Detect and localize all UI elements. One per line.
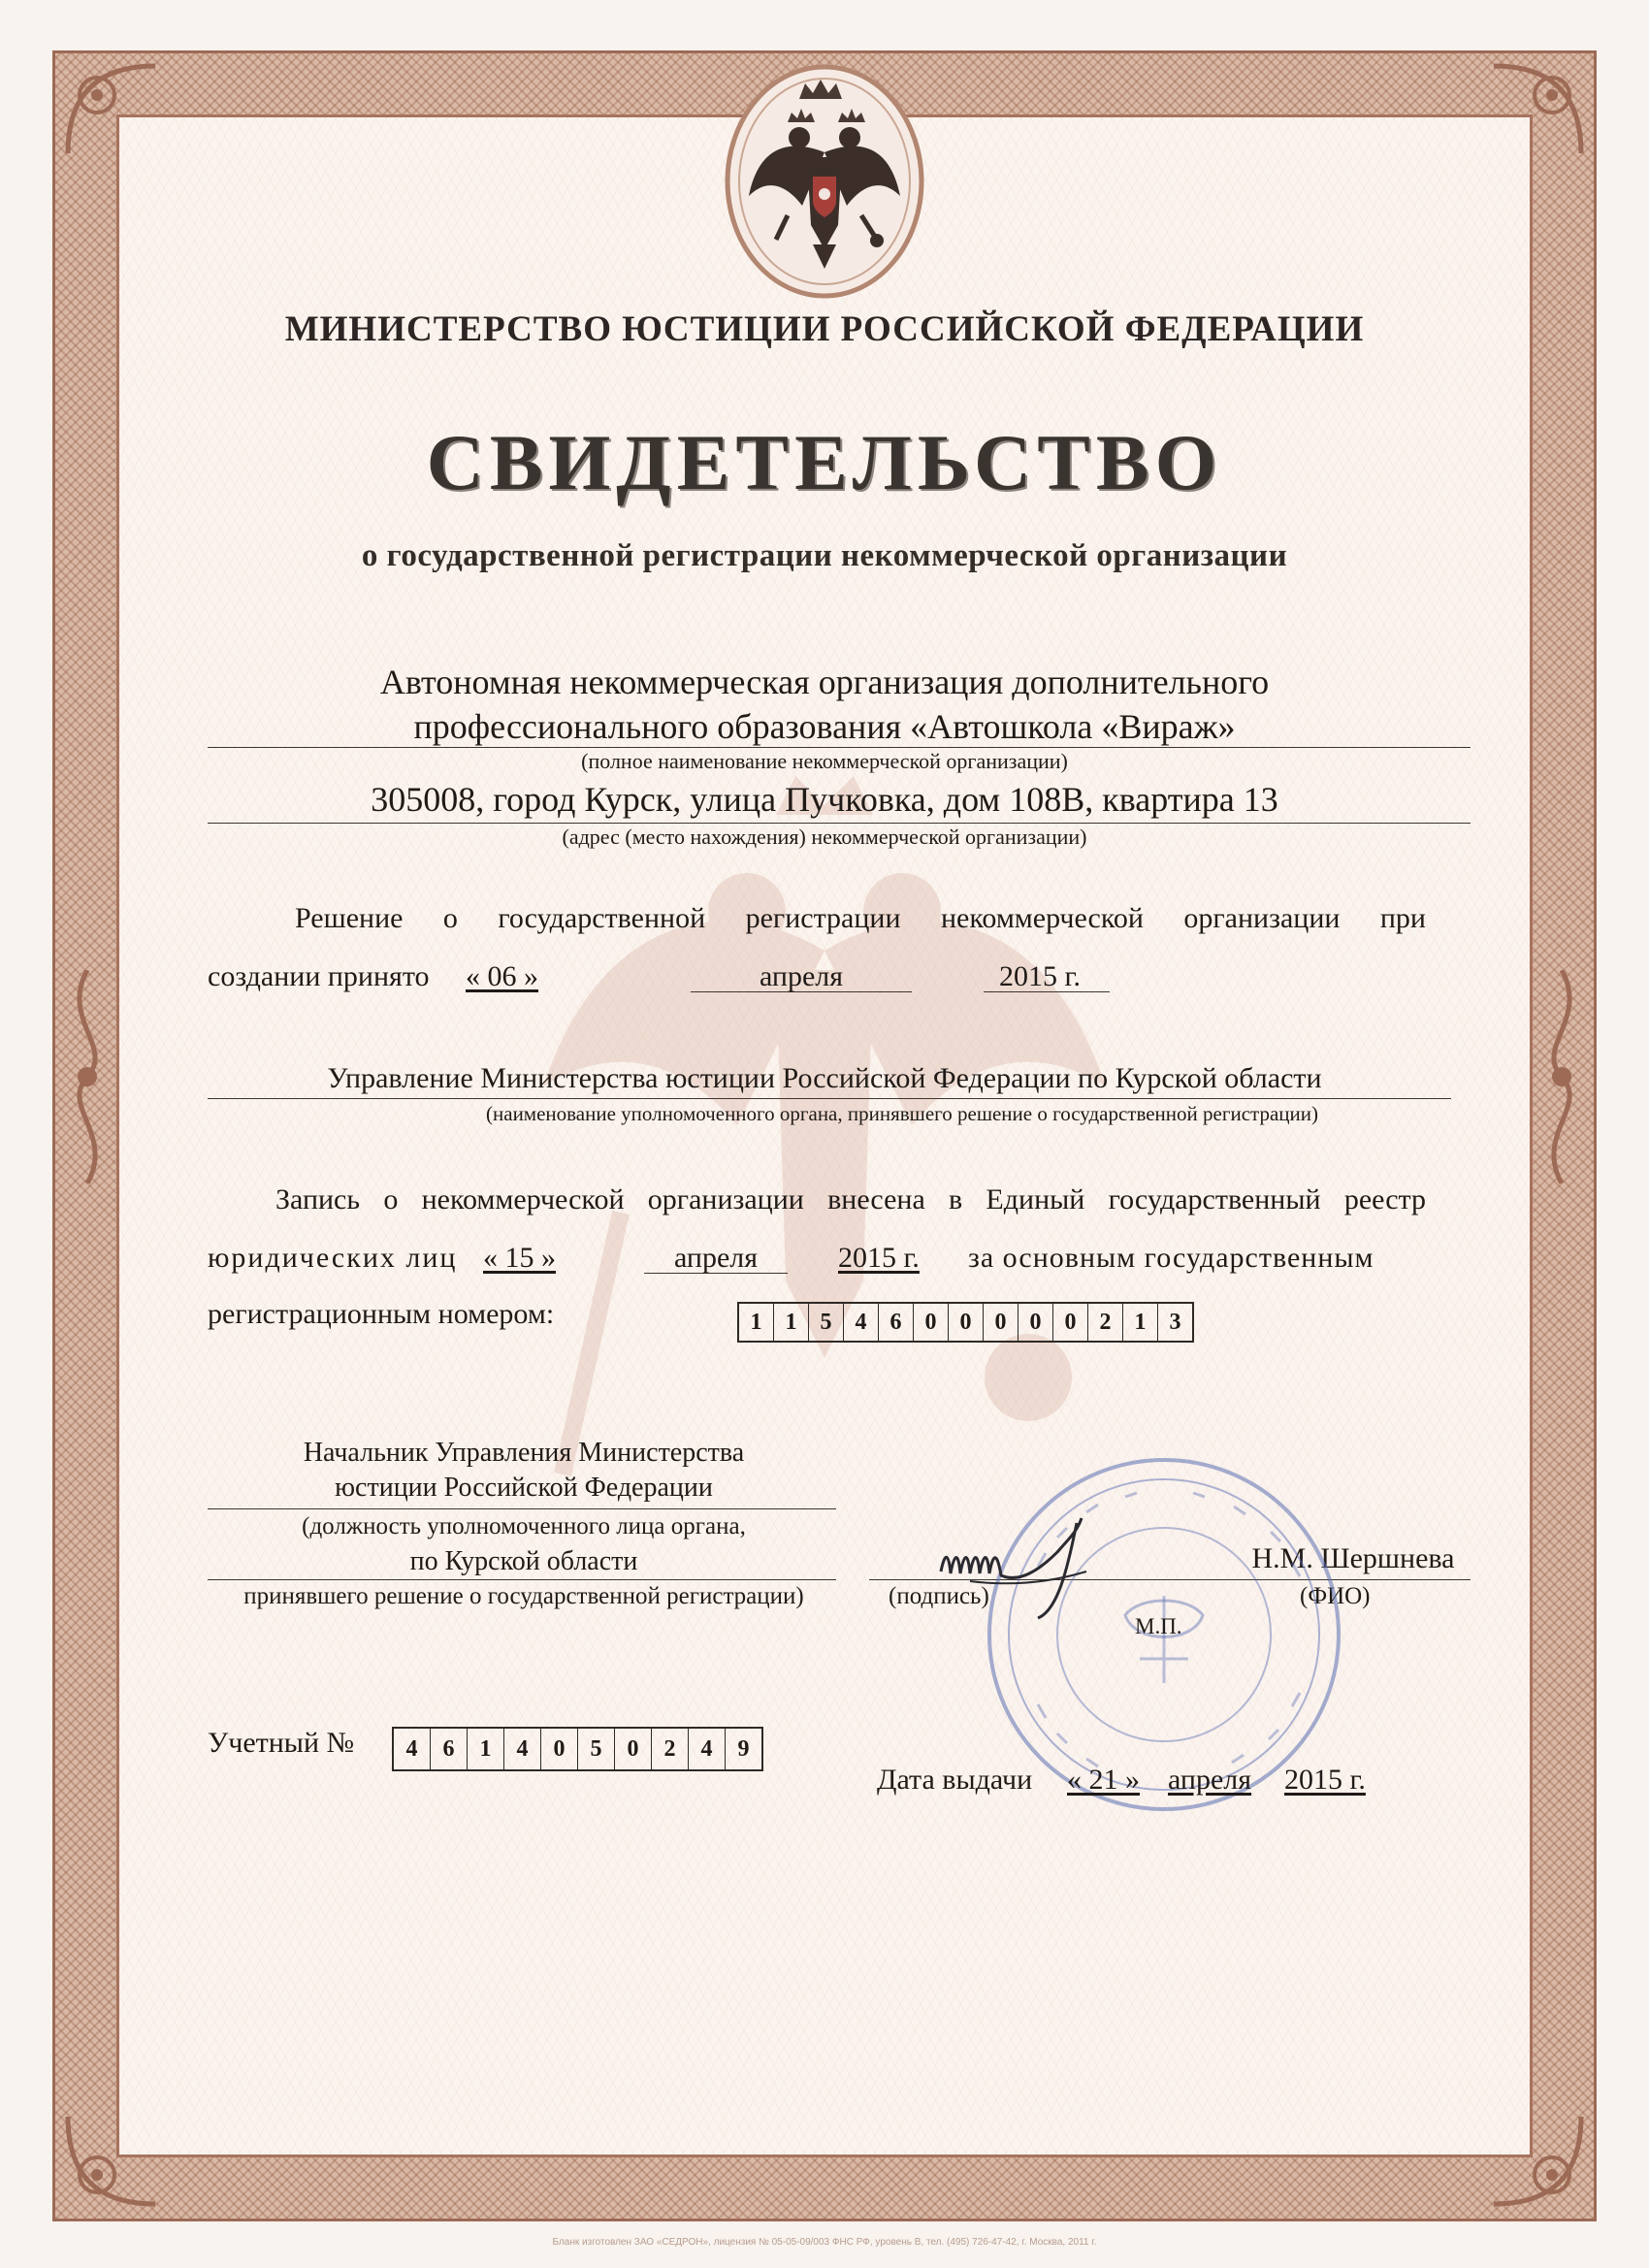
ogrn-digit: 2: [1088, 1304, 1123, 1341]
corner-ornament-icon: [1484, 56, 1591, 163]
registry-day: « 15 »: [483, 1242, 556, 1274]
issue-day: « 21 »: [1067, 1764, 1140, 1796]
corner-ornament-icon: [1484, 2107, 1591, 2214]
ogrn-digit: 0: [1053, 1304, 1088, 1341]
organization-name-caption: (полное наименование некоммерческой организации): [581, 749, 1068, 773]
authority-caption: (наименование уполномоченного органа, принявшего решение о государственной регистрации): [486, 1102, 1318, 1125]
registry-prefix: юридических лиц: [208, 1242, 458, 1274]
decision-prefix: создании принято: [208, 960, 430, 992]
ogrn-digit: 1: [1123, 1304, 1158, 1341]
signatory-position-caption2: принявшего решение о государственной регистрации): [243, 1583, 804, 1609]
signatory-position-caption1: (должность уполномоченного лица органа,: [302, 1513, 746, 1539]
divider: [208, 747, 1471, 748]
organization-address-caption: (адрес (место нахождения) некоммерческой организации): [562, 825, 1087, 849]
signatory-position-line3: по Курской области: [409, 1546, 638, 1576]
authority-name: Управление Министерства юстиции Российской Федерации по Курской области: [327, 1062, 1322, 1094]
account-digit: 5: [578, 1729, 615, 1769]
decision-day: « 06 »: [466, 960, 538, 992]
divider: [208, 1508, 836, 1509]
account-digit: 9: [737, 1735, 750, 1762]
ogrn-digit: 0: [914, 1304, 949, 1341]
ogrn-digit: 0: [1018, 1304, 1053, 1341]
ogrn-digit: 1: [774, 1304, 809, 1341]
ministry-heading: МИНИСТЕРСТВО ЮСТИЦИИ РОССИЙСКОЙ ФЕДЕРАЦИИ: [284, 309, 1365, 349]
divider: [208, 1098, 1451, 1099]
account-digit: 6: [431, 1729, 468, 1769]
ogrn-digit: 4: [844, 1304, 879, 1341]
watermark-eagle-icon: [485, 776, 1164, 1552]
ogrn-digit: 1: [739, 1304, 774, 1341]
registry-number-label: регистрационным номером:: [208, 1298, 555, 1330]
seal-label: М.П.: [1135, 1614, 1182, 1638]
signature-caption: (подпись): [889, 1583, 989, 1609]
certificate-subtitle: о государственной регистрации некоммерческой организации: [361, 538, 1288, 573]
signatory-name: Н.М. Шершнева: [1251, 1542, 1455, 1574]
account-label: Учетный №: [208, 1727, 355, 1759]
handwritten-signature-icon: [931, 1513, 1125, 1620]
registry-text-line1: Запись о некоммерческой организации внесена в Единый государственный реестр: [275, 1183, 1426, 1215]
ogrn-digit: 5: [809, 1304, 844, 1341]
ogrn-digit: 3: [1169, 1309, 1181, 1335]
coat-of-arms-icon: [720, 60, 929, 303]
account-digit: 4: [689, 1729, 726, 1769]
account-digit: 2: [652, 1729, 689, 1769]
account-number-boxes: [392, 1727, 763, 1771]
divider: [208, 1579, 836, 1580]
signatory-name-caption: (ФИО): [1300, 1583, 1371, 1609]
ogrn-digit: 0: [984, 1304, 1018, 1341]
signatory-position-line2: юстиции Российской Федерации: [335, 1473, 713, 1503]
ogrn-digit: 6: [879, 1304, 914, 1341]
account-digit: 0: [615, 1729, 652, 1769]
issue-label: Дата выдачи: [877, 1764, 1033, 1796]
decision-text-line1: Решение о государственной регистрации некоммерческой организации при: [295, 902, 1426, 934]
organization-name-line2: профессионального образования «Автошкола «Вираж»: [413, 707, 1236, 746]
organization-name-line1: Автономная некоммерческая организация дополнительного: [379, 663, 1270, 701]
ogrn-digit: 0: [949, 1304, 984, 1341]
account-digit: 4: [394, 1729, 431, 1769]
ogrn-number-boxes: [737, 1302, 1194, 1343]
printer-footnote: Бланк изготовлен ЗАО «СЕДРОН», лицензия № 05-05-09/003 ФНС РФ, уровень В, тел. (495) 726-47-42, г. Москва, 2011 г.: [552, 2237, 1097, 2248]
account-digit: 4: [504, 1729, 541, 1769]
account-digit: 1: [468, 1729, 504, 1769]
certificate-title: СВИДЕТЕЛЬСТВО: [426, 418, 1223, 506]
signatory-position-line1: Начальник Управления Министерства: [303, 1438, 745, 1468]
registry-year: 2015 г.: [838, 1242, 920, 1274]
decision-year: 2015 г.: [999, 960, 1081, 992]
corner-ornament-icon: [58, 56, 165, 163]
organization-address: 305008, город Курск, улица Пучковка, дом 108В, квартира 13: [371, 780, 1278, 819]
issue-year: 2015 г.: [1284, 1764, 1366, 1796]
corner-ornament-icon: [58, 2107, 165, 2214]
registry-suffix: за основным государственным: [968, 1242, 1374, 1274]
issue-month: апреля: [1168, 1764, 1252, 1796]
registry-month: апреля: [673, 1242, 759, 1274]
decision-month: апреля: [759, 960, 844, 992]
account-digit: 0: [541, 1729, 578, 1769]
divider: [208, 823, 1471, 824]
